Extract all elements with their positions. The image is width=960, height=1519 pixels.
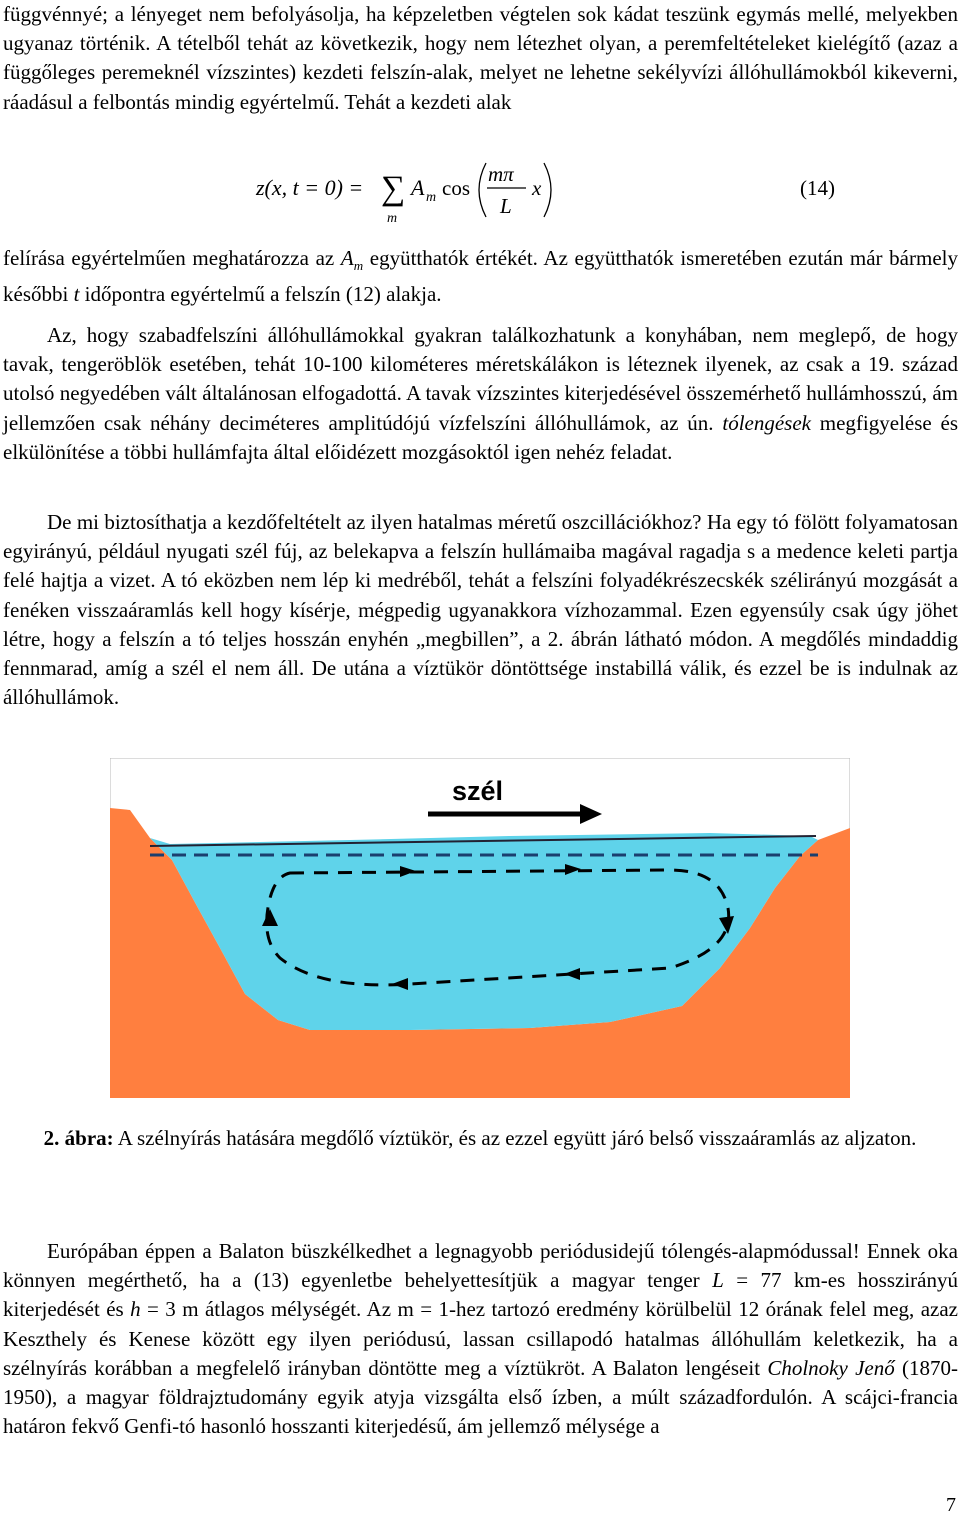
paragraph-3: De mi biztosíthatja a kezdőfeltételt az ilyen hatalmas méretű oszcillációkhoz? Ha egy tó fölött folyamatosan egyirányú, például nyugati szél fúj, az belekapva a felszín hullámaiba magával ragadja s a medence keleti partja felé hajtja a vizet. A tó eközben nem lép ki medréből, tehát a felszíni folyadékrészecskék szélirányú mozgását a fenéken visszaáramlás kell hogy kísérje, mégpedig ugyanakkora vízhozammal. Ezen egyensúly csak úgy jöhet létre, hogy a felszín a tó teljes hosszán enyhén „megbillen”, a 2. ábrán látható módon. A megdőlés mindaddig fennmarad, amíg a szél el nem áll. De utána a víztükör döntöttsége instabillá válik, és ezzel be is indulnak az állóhullámok. (3, 510, 958, 710)
caption-label: 2. ábra: (43, 1126, 114, 1150)
right-paren (544, 163, 551, 217)
cos-function: cos (442, 176, 470, 200)
paragraph-top (3, 0, 958, 117)
equation-lhs: z(x, t = 0) = (256, 175, 364, 200)
figure-caption (0, 1124, 960, 1154)
coefficient: A (411, 175, 425, 200)
coefficient-subscript: m (426, 190, 437, 205)
left-paren (479, 163, 486, 217)
page-number: 7 (946, 1494, 956, 1516)
paragraph-4: Európában éppen a Balaton büszkélkedhet a legnagyobb periódusidejű tólengés-alapmódussal! Ennek oka könnyen megérthető, ha a (13) egyenletbe behelyettesítjük a magyar tenger L = 77 km-es hosszirányú kiterjedését és h = 3 m átlagos mélységét. Az m = 1-hez tartozó eredmény körülbelül 12 órának felel meg, azaz Keszthely és Kenese között egy ilyen periódusú, lassan csillapodó hatalmas állóhullám keletkezik, ha a szélnyírás korábban a megfelelő irányban döntötte meg a víztükröt. A Balaton lengéseit Cholnoky Jenő (1870-1950), a magyar földrajztudomány egyik atyja vizsgálta első ízben, a múlt századfordulón. A scájci-francia határon fekvő Genfi-tó hasonló hosszanti kiterjedésű, ám jellemző mélysége a (3, 1239, 958, 1439)
person-name: Cholnoky Jenő (767, 1355, 895, 1380)
wind-label: szél (452, 776, 504, 806)
fraction-denominator: L (500, 194, 512, 218)
paragraph-top-text: függvénnyé; a lényeget nem befolyásolja, ha képzeletben végtelen sok kádat teszünk egymás mellé, melyekben ugyanaz történik. A tételből tehát az következik, hogy nem létezhet olyan, a peremfeltételeket kielégítő (azaz a függőleges peremeknél vízszintes) kezdeti felszín-alak, melyet ne lehetne sekélyvízi állóhullámokból kikeverni, ráadásul a felbontás mindig egyértelmű. Tehát a kezdeti alak (3, 2, 958, 114)
figure-2 (110, 758, 850, 1098)
equation-graphic (250, 155, 570, 235)
figure-graphic (110, 758, 850, 1098)
paragraph-2: Az, hogy szabadfelszíni állóhullámokkal gyakran találkozhatunk a konyhában, nem meglepő, de hogy tavak, tengeröblök esetében, tehát 10-100 kilométeres méretskálákon is léteznek ilyenek, az csak a 19. század utolsó negyedében vált általánosan elfogadottá. A tavak vízszintes kiterjedésével összemérhető hullámhosszú, ám jellemzően csak néhány deciméteres amplitúdójú vízfelszíni állóhullámok, az ún. tólengések megfigyelése és elkülönítése a többi hullámfajta által előidézett mozgásoktól igen nehéz feladat. (3, 323, 959, 464)
paragraph-after-equation: felírása egyértelműen meghatározza az $A_m$ együtthatók értékét. Az együtthatók ismeretében ezután már bármely későbbi t időpontra egyértelmű a felszín (12) alakja. (3, 246, 958, 307)
term-tolengesek: tólengések (722, 410, 811, 435)
fraction-numerator: mπ (488, 162, 514, 186)
equation-number: (14) (800, 176, 835, 200)
sum-index: m (387, 211, 398, 226)
sum-sign: ∑ (381, 170, 406, 207)
symbol-a: A (340, 246, 354, 270)
equation-variable: x (532, 176, 542, 200)
caption-text: A szélnyírás hatására megdőlő víztükör, és az ezzel együtt járó belső visszaáramlás az aljzaton. (113, 1126, 917, 1150)
